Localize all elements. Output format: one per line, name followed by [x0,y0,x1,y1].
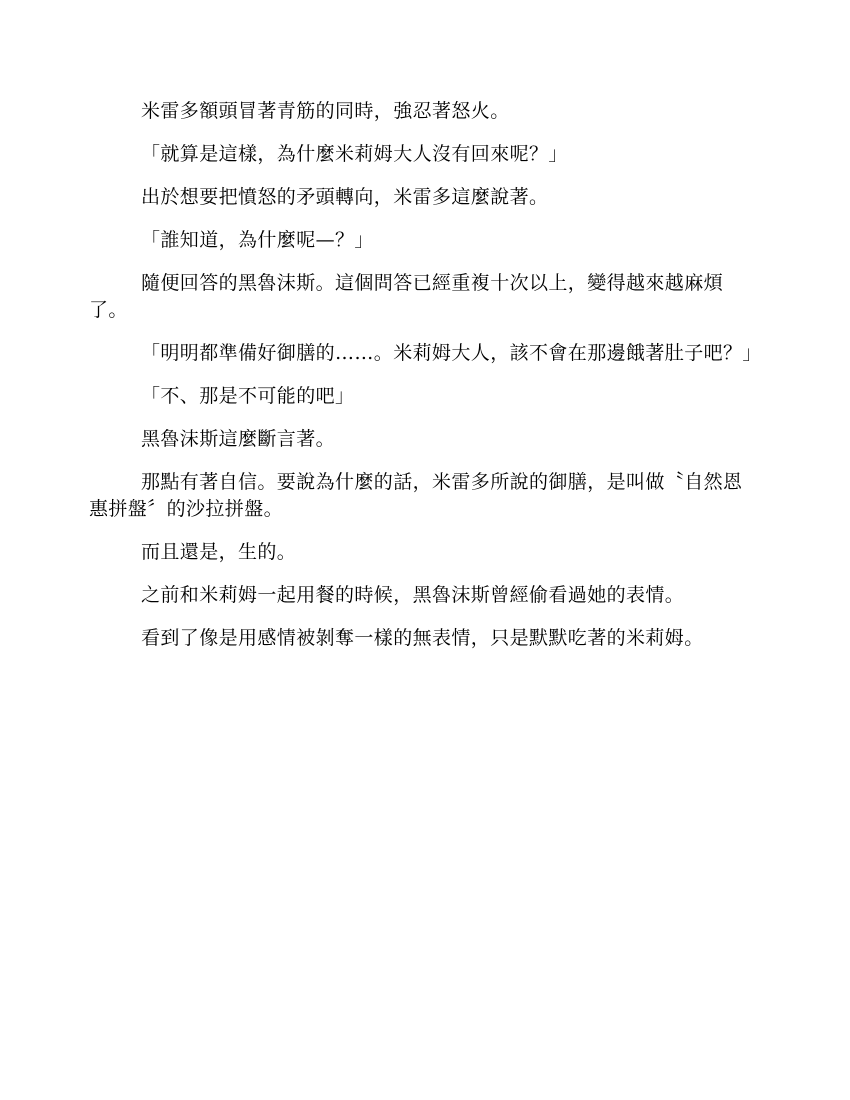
paragraph: 隨便回答的黑魯沫斯。這個問答已經重複十次以上，變得越來越麻煩了。 [89,272,724,321]
paragraph: 「誰知道，為什麼呢—？」 [141,229,374,251]
paragraph: 「不、那是不可能的吧」 [141,385,355,407]
document-body [89,98,762,668]
paragraph: 出於想要把憤怒的矛頭轉向，米雷多這麼說著。 [141,186,549,208]
paragraph: 「明明都準備好御膳的……。米莉姆大人，該不會在那邊餓著肚子吧？」 [141,342,762,364]
paragraph: 米雷多額頭冒著青筋的同時，強忍著怒火。 [141,100,510,122]
paragraph: 看到了像是用感情被剝奪一樣的無表情，只是默默吃著的米莉姆。 [141,627,704,649]
paragraph: 「就算是這樣，為什麼米莉姆大人沒有回來呢？」 [141,143,568,165]
paragraph: 那點有著自信。要說為什麼的話，米雷多所說的御膳，是叫做〝自然恩惠拼盤〞的沙拉拼盤。 [89,471,743,520]
paragraph: 黑魯沫斯這麼斷言著。 [141,428,336,450]
paragraph: 而且還是，生的。 [141,541,297,563]
paragraph: 之前和米莉姆一起用餐的時候，黑魯沫斯曾經偷看過她的表情。 [141,584,685,606]
